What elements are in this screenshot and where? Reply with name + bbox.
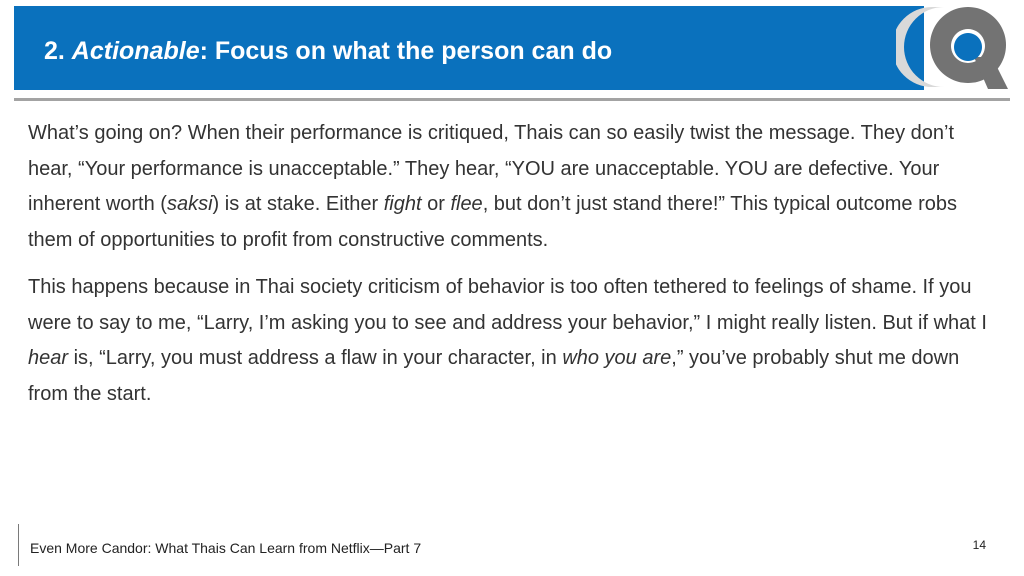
- title-number: 2.: [44, 37, 72, 65]
- p1-text-4: , but don’t just stand there!” This typical outcome robs them of opportunities to profit from constructive comments.: [28, 193, 958, 251]
- paragraph-2: [28, 270, 996, 412]
- footer-divider: [18, 524, 19, 566]
- title-bar: [14, 6, 924, 90]
- cq-logo-icon: [896, 5, 1008, 91]
- slide-body: [28, 116, 996, 412]
- p2-hear: hear: [28, 347, 69, 369]
- p1-text-1: What’s going on? When their performance is critiqued, Thais can so easily twist the message. They don’t hear, “Your performance is unacceptable.” They hear, “YOU are unacceptable. YOU are defective. Your inherent worth (: [28, 122, 955, 215]
- p1-flee: flee: [450, 193, 483, 215]
- p1-text-2: ) is at stake. Either: [212, 193, 384, 215]
- p2-text-1: This happens because in Thai society criticism of behavior is too often tethered to feelings of shame. If you were to say to me, “Larry, I’m asking you to see and address your behavior,” I might really listen. But if what I: [28, 276, 987, 334]
- page-number: 14: [972, 538, 986, 552]
- slide-title: [44, 36, 612, 66]
- p1-fight: fight: [383, 193, 422, 215]
- logo-q-inner: [954, 33, 982, 61]
- p2-who-you-are: who you are: [562, 347, 672, 369]
- paragraph-1: [28, 116, 996, 258]
- p2-text-3: ,” you’ve probably shut me down from the start.: [28, 347, 960, 405]
- p1-saksi: saksi: [166, 193, 213, 215]
- title-rest: : Focus on what the person can do: [199, 37, 613, 65]
- title-emphasis: Actionable: [71, 37, 200, 65]
- footer-text: Even More Candor: What Thais Can Learn from Netflix—Part 7: [30, 540, 422, 556]
- p2-text-2: is, “Larry, you must address a flaw in your character, in: [68, 347, 563, 369]
- header-divider: [14, 98, 1010, 101]
- p1-text-3: or: [421, 193, 451, 215]
